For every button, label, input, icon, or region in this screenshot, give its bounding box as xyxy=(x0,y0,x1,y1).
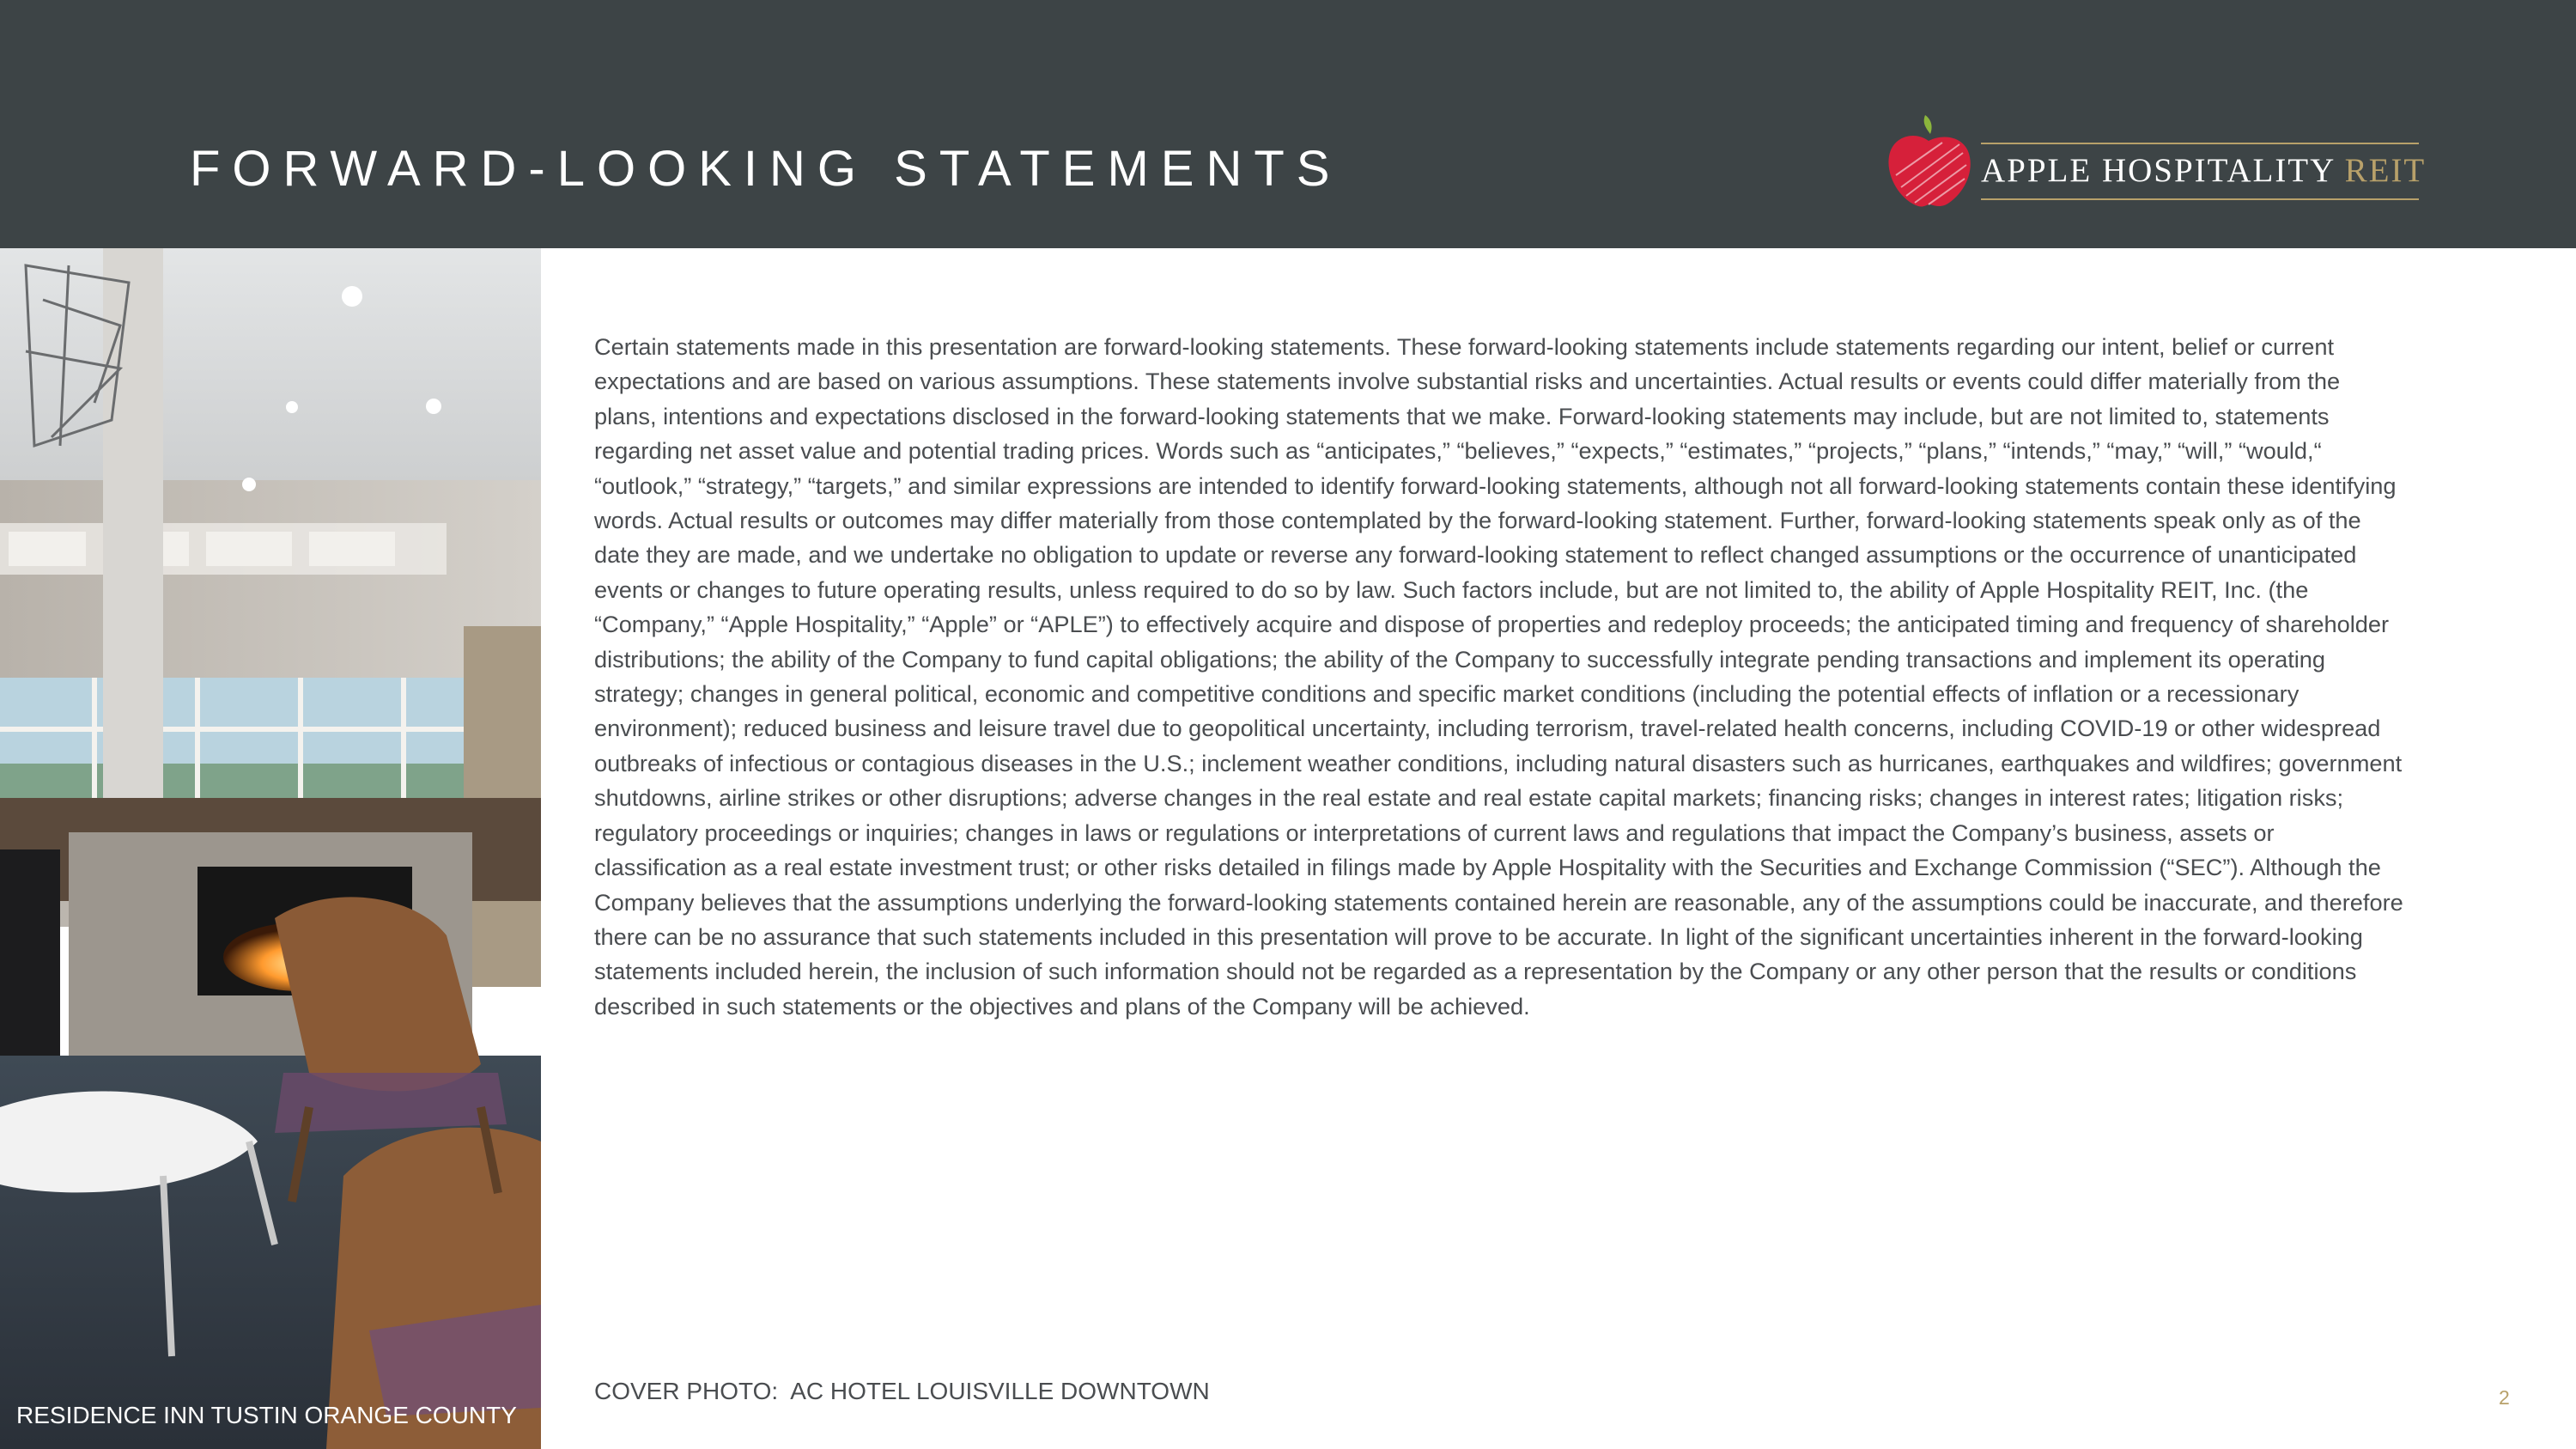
logo-rule-bottom xyxy=(1981,198,2419,200)
photo-caption: RESIDENCE INN TUSTIN ORANGE COUNTY xyxy=(16,1402,517,1428)
page-title: FORWARD-LOOKING STATEMENTS xyxy=(190,141,1342,197)
disclaimer-text: Certain statements made in this presentation are forward-looking statements. These forward-looking statements include statements regarding our intent, belief or current expectations and are based on various assumptions. These statements involve substantial risks and uncertainties. Actual results or events could differ materially from the plans, intentions and expectations disclosed in the forward-looking statements that we make. Forward-looking statements may include, but are not limited to, statements regarding net asset value and potential trading prices. Words such as “anticipates,” “believes,” “expects,” “estimates,” “projects,” “plans,” “intends,” “may,” “will,” “would,“ “outlook,” “strategy,” “targets,” and similar expressions are intended to identify forward-looking statements, although not all forward-looking statements contain these identifying words. Actual results or outcomes may differ materially from those contemplated by the forward-looking statement. Further, forward-looking statements speak only as of the date they are made, and we undertake no obligation to update or reverse any forward-looking statement to reflect changed assumptions or the occurrence of unanticipated events or changes to future operating results, unless required to do so by law. Such factors include, but are not limited to, the ability of Apple Hospitality REIT, Inc. (the “Company,” “Apple Hospitality,” “Apple” or “APLE”) to effectively acquire and dispose of properties and redeploy proceeds; the anticipated timing and frequency of shareholder distributions; the ability of the Company to fund capital obligations; the ability of the Company to successfully integrate pending transactions and implement its operating strategy; changes in general political, economic and competitive conditions and specific market conditions (including the potential effects of inflation or a recessionary environment); reduced business and leisure travel due to geopolitical uncertainty, including terrorism, travel-related health concerns, including COVID-19 or other widespread outbreaks of infectious or contagious diseases in the U.S.; inclement weather conditions, including natural disasters such as hurricanes, earthquakes and wildfires; government shutdowns, airline strikes or other disruptions; adverse changes in the real estate and real estate capital markets; financing risks; changes in interest rates; litigation risks; regulatory proceedings or inquiries; changes in laws or regulations or interpretations of current laws and regulations that impact the Company’s business, assets or classification as a real estate investment trust; or other risks detailed in filings made by Apple Hospitality with the Securities and Exchange Commission (“SEC”). Although the Company believes that the assumptions underlying the forward-looking statements contained herein are reasonable, any of the assumptions could be inaccurate, and therefore there can be no assurance that such statements included in this presentation will prove to be accurate. In light of the significant uncertainties inherent in the forward-looking statements included herein, the inclusion of such information should not be regarded as a representation by the Company or any other person that the results or conditions described in such statements or the objectives and plans of the Company will be achieved. xyxy=(594,333,2403,1020)
logo-suffix: REIT xyxy=(2344,152,2427,189)
page-number: 2 xyxy=(2499,1386,2510,1409)
company-logo xyxy=(1981,151,2426,190)
logo-name: APPLE HOSPITALITY xyxy=(1981,152,2335,189)
cover-photo-credit: COVER PHOTO: AC HOTEL LOUISVILLE DOWNTOWN xyxy=(594,1378,1210,1404)
logo-rule-top xyxy=(1981,143,2419,144)
hotel-lobby-photo xyxy=(0,248,541,1449)
